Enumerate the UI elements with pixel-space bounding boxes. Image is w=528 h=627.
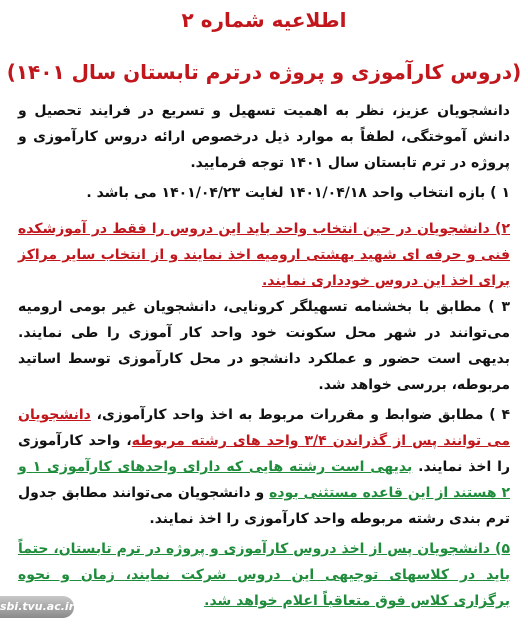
item-4-part-e: و دانشجویان می‌توانند مطابق جدول ترم بندی رشته مربوطه واحد کارآموزی را اخذ نمایند. — [18, 485, 510, 527]
item-4 — [18, 402, 510, 532]
item-4-part-a: ۴ ) مطابق ضوابط و مقررات مربوط به اخذ واحد کارآموزی، — [90, 407, 510, 423]
item-4-part-c: ، واحد کارآموزی را اخذ نمایند. — [18, 433, 511, 475]
item-1: ۱ ) بازه انتخاب واحد ۱۴۰۱/۰۴/۱۸ لغایت ۱۴۰۱/۰۴/۲۳ می باشد . — [86, 185, 510, 201]
item-2: ۲) دانشجویان در حین انتخاب واحد باید این دروس را فقط در آموزشکده فنی و حرفه ای شهید بهشتی ارومیه اخذ نمایند و از انتخاب سایر مراکز برای اخذ این دروس خودداری نمایند. — [18, 221, 510, 289]
item-4-highlight-green: بدیهی است رشته هایی که دارای واحدهای کارآموزی ۱ و ۲ هستند از این قاعده مستثنی بوده — [18, 459, 510, 501]
item-5: ۵) دانشجویان پس از اخذ دروس کارآموزی و پروژه در ترم تابستان، حتماً باید در کلاسهای توجیهی این دروس شرکت نمایند، زمان و نحوه برگزاری کلاس فوق متعاقباً اعلام خواهد شد. — [18, 541, 510, 609]
announcement-title: اطلاعیه شماره ۲ — [181, 8, 347, 32]
site-watermark: sbi.tvu.ac.ir — [0, 596, 74, 618]
item-4-highlight-red: دانشجویان می توانند پس از گذراندن ۳/۴ واحد های رشته مربوطه — [18, 407, 510, 449]
announcement-subtitle: (دروس کارآموزی و پروژه درترم تابستان سال ۱۴۰۱) — [6, 60, 522, 84]
item-3: ۳ ) مطابق با بخشنامه تسهیلگر کرونایی، دانشجویان غیر بومی ارومیه می‌توانند در شهر محل سکونت خود واحد کار آموزی را طی نمایند. بدیهی است حضور و عملکرد دانشجو در محل کارآموزی توسط اساتید مربوطه، بررسی خواهد شد. — [18, 299, 510, 393]
intro-paragraph: دانشجویان عزیز، نظر به اهمیت تسهیل و تسریع در فرایند تحصیل و دانش آموختگی، لطفاً به موارد ذیل درخصوص ارائه دروس کارآموزی و پروژه در ترم تابستان سال ۱۴۰۱ توجه فرمایید. — [18, 103, 510, 171]
